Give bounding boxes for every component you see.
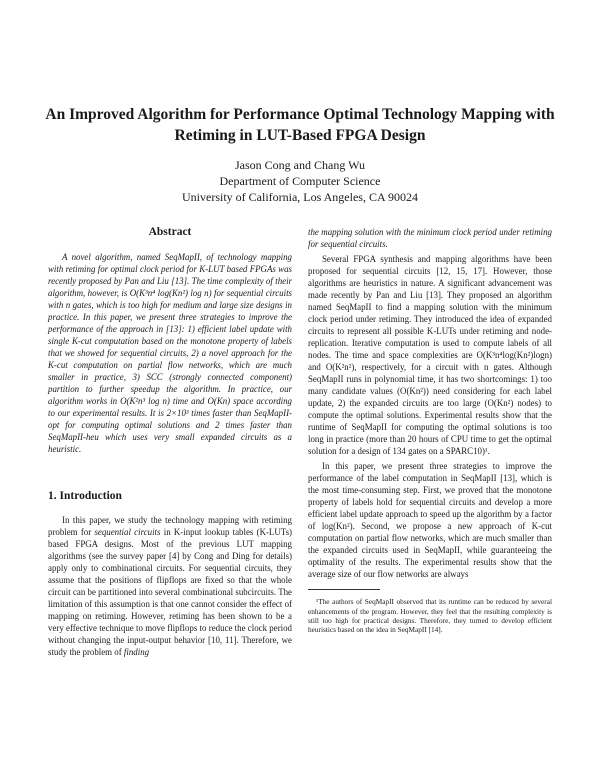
intro-p1-emph-finding: finding <box>123 647 150 657</box>
author-block <box>40 157 560 205</box>
footnote-divider <box>308 589 380 590</box>
author-department: Department of Computer Science <box>219 174 381 188</box>
abstract-body: A novel algorithm, named SeqMapII, of technology mapping with retiming for optimal clock period for K-LUT based FPGAs was recently proposed by Pan and Liu [13]. The time complexity of their algorithm, however, is O(K³n⁴ log(Kn²) log n) for sequential circuits with n gates, which is too high for medium and large size designs in practice. In this paper, we present three strategies to improve the performance of the approach in [13]: 1) efficient label update with single K-cut computation based on the monotone property of labels that we showed for sequential circuits, 2) a novel approach for the K-cut computation on partial flow networks, which are much smaller in practice, 3) SCC (strongly connected component) partition to further speedup the algorithm. In practice, our algorithm works in O(K²n³ log n) time and O(Kn) space according to our experimental results. It is 2×10³ times faster than SeqMapII-opt for computing optimal solutions and 2 times faster than SeqMapII-heu which uses very small expanded circuits as a heuristic. <box>48 252 292 454</box>
intro-p1-emph-sequential: sequential circuits <box>94 527 161 537</box>
intro-p1-text-a: In this paper, we study the technology mapping with retiming problem for <box>48 515 292 537</box>
intro-paragraph-3: In this paper, we present three strategies to improve the performance of the label computation in SeqMapII [13], which is the most time-consuming step. First, we proved that the monotone property of labels hold for sequential circuits and develop a more efficient label update approach to speed up the algorithm by a factor of log(Kn²). Second, we propose a new approach of K-cut computation on partial flow networks, which are much smaller than the expanded circuits used in SeqMapII, while guaranteeing the optimality of the results. The experimental results show that the average size of our flow networks are always <box>308 461 552 579</box>
author-names: Jason Cong and Chang Wu <box>235 158 365 172</box>
introduction-heading: 1. Introduction <box>48 490 122 502</box>
intro-paragraph-1 <box>48 514 292 658</box>
intro-paragraph-2: Several FPGA synthesis and mapping algorithms have been proposed for sequential circuits [12, 15, 17]. However, those algorithms are heuristics in nature. A significant advancement was made recently by Pan and Liu [13]. They proposed an algorithm named SeqMapII to find a mapping solution with the minimum clock period under retiming. They introduced the idea of expanded circuits to represent all possible K-LUTs under retiming and node-replication. Iterative computation is used to compute labels of all nodes. The time and space complexities are O(K³n⁴log(Kn²)logn) and O(K²n²), respectively, for a circuit with n gates. Although SeqMapII runs in polynomial time, it has two shortcomings: 1) too many candidate values (O(Kn²)) need considering for each label update, 2) the expanded circuits are too large (O(Kn²) nodes) to compute the optimal solutions. Experimental results show that the runtime of SeqMapII for computing the optimal solutions is too long in practice (more than 20 hours of CPU time to get the optimal solution for a design of 134 gates on a SPARC10)¹. <box>308 254 552 456</box>
abstract-heading: Abstract <box>148 226 192 238</box>
footnote: ¹The authors of SeqMapII observed that its runtime can be reduced by several enhancements of the program. However, they feel that the resulting complexity is still too high for practical designs. Therefore, they turned to develop efficient heuristics based on the idea in SeqMapII [14]. <box>308 597 552 635</box>
intro-p1-text-c: in K-input lookup tables (K-LUTs) based FPGA designs. Most of the previous LUT mapping algorithms (see the survey paper [4] by Cong and Ding for details) apply only to combinational circuits. For sequential circuits, they assume that the positions of flipflops are fixed so that the whole circuit can be partitioned into several combinational subcircuits. The limitation of this assumption is that one cannot consider the effect of mapping on retiming. However, retiming has been shown to be a very effective technique to move flipflops to reduce the clock period without changing the input-output behavior [10, 11]. Therefore, we study the problem of <box>48 527 292 657</box>
intro-paragraph-1-continued: the mapping solution with the minimum clock period under retiming for sequential circuits. <box>308 227 552 249</box>
author-affiliation: University of California, Los Angeles, CA 90024 <box>182 190 418 204</box>
left-column <box>48 226 292 661</box>
paper-title: An Improved Algorithm for Performance Optimal Technology Mapping with Retiming in LUT-Based FPGA Design <box>45 106 555 144</box>
right-column <box>308 226 552 642</box>
